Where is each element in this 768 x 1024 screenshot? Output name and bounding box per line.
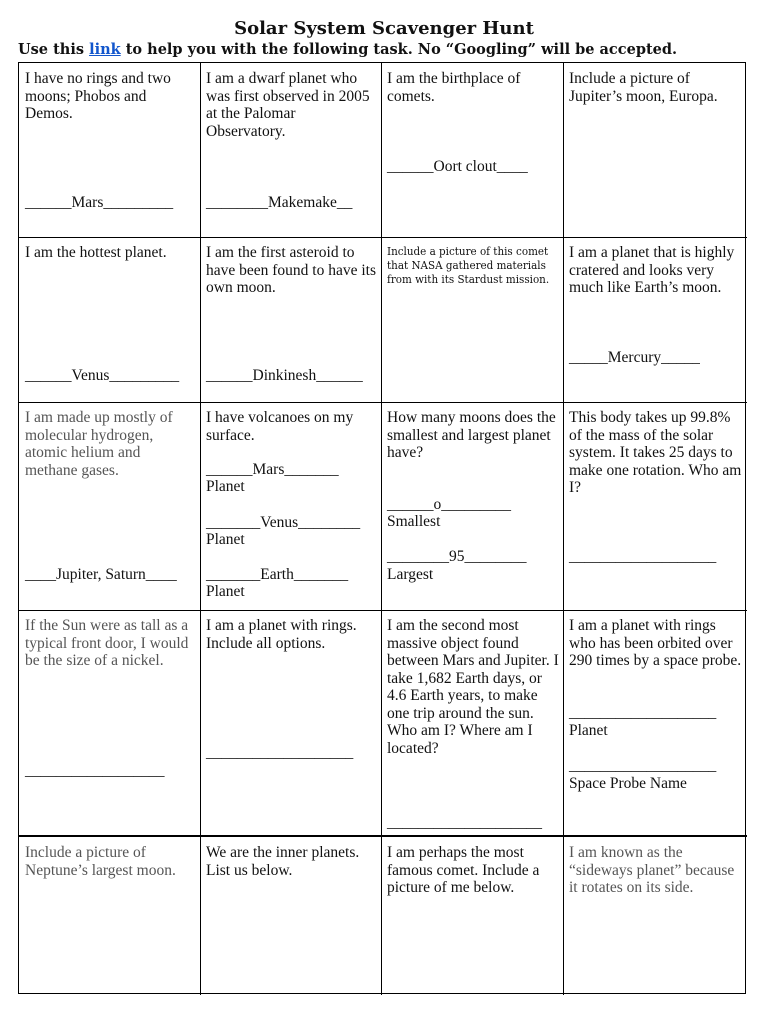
answer-line[interactable]: ________95________ bbox=[387, 548, 527, 565]
question-text: I am perhaps the most famous comet. Include a picture of me below. bbox=[387, 844, 540, 896]
question-text: How many moons does the smallest and largest planet have? bbox=[387, 409, 556, 461]
question-text: I am the birthplace of comets. bbox=[387, 70, 521, 105]
cell-r2-c3 bbox=[381, 237, 563, 402]
question-text: We are the inner planets. List us below. bbox=[206, 844, 360, 879]
answer-line[interactable]: ______Mars_________ bbox=[25, 194, 174, 211]
answer-line[interactable]: ___________________ bbox=[569, 704, 717, 721]
help-link[interactable]: link bbox=[89, 41, 121, 58]
cell-r1-c1 bbox=[19, 63, 200, 237]
answer-line[interactable]: ________Makemake__ bbox=[206, 194, 353, 211]
cell-r3-c3 bbox=[381, 402, 563, 610]
answer-line[interactable]: _____Mercury_____ bbox=[569, 349, 700, 366]
answer-label: Largest bbox=[387, 566, 434, 583]
cell-r1-c2 bbox=[200, 63, 381, 237]
cell-r3-c4 bbox=[563, 402, 747, 610]
answer-line[interactable]: ____Jupiter, Saturn____ bbox=[25, 566, 177, 583]
instructions bbox=[18, 41, 677, 58]
scavenger-hunt-table bbox=[18, 62, 746, 994]
cell-r3-c1 bbox=[19, 402, 200, 610]
answer-label: Planet bbox=[206, 478, 245, 495]
question-text: I am a planet with rings who has been orbited over 290 times by a space probe. bbox=[569, 617, 742, 669]
instructions-suffix: to help you with the following task. No “Googling” will be accepted. bbox=[125, 41, 678, 58]
cell-r4-c3 bbox=[381, 610, 563, 835]
question-text: I am made up mostly of molecular hydrogen, atomic helium and methane gases. bbox=[25, 409, 173, 479]
answer-line[interactable]: __________________ bbox=[25, 762, 165, 779]
question-text: I am the second most massive object found between Mars and Jupiter. I take 1,682 Earth days, or 4.6 Earth years, to make one trip around the sun. Who am I? Where am I located? bbox=[387, 617, 559, 757]
cell-r5-c3 bbox=[381, 837, 563, 995]
cell-r4-c1 bbox=[19, 610, 200, 835]
question-text: I am the first asteroid to have been found to have its own moon. bbox=[206, 244, 377, 296]
question-text: Include a picture of Neptune’s largest moon. bbox=[25, 844, 176, 879]
answer-line[interactable]: ______Oort clout____ bbox=[387, 158, 528, 175]
question-text: Include a picture of this comet that NASA gathered materials from with its Stardust mission. bbox=[387, 244, 550, 286]
cell-r4-c4 bbox=[563, 610, 747, 835]
cell-r5-c2 bbox=[200, 837, 381, 995]
instructions-prefix: Use this bbox=[18, 41, 84, 58]
answer-line[interactable]: ____________________ bbox=[387, 814, 542, 831]
question-text: I have volcanoes on my surface. bbox=[206, 409, 354, 444]
answer-label: Planet bbox=[206, 583, 245, 600]
question-text: I am a planet with rings. Include all options. bbox=[206, 617, 357, 652]
answer-line[interactable]: _______Earth_______ bbox=[206, 566, 349, 583]
worksheet-title: Solar System Scavenger Hunt bbox=[234, 18, 534, 39]
cell-r1-c3 bbox=[381, 63, 563, 237]
answer-label: Smallest bbox=[387, 513, 441, 530]
answer-line[interactable]: ___________________ bbox=[569, 548, 717, 565]
cell-r2-c1 bbox=[19, 237, 200, 402]
question-text: This body takes up 99.8% of the mass of the solar system. It takes 25 days to make one rotation. Who am I? bbox=[569, 409, 742, 496]
question-text: I am known as the “sideways planet” because it rotates on its side. bbox=[569, 844, 735, 896]
question-text: I have no rings and two moons; Phobos and Demos. bbox=[25, 70, 171, 122]
question-text: If the Sun were as tall as a typical front door, I would be the size of a nickel. bbox=[25, 617, 189, 669]
answer-line[interactable]: ______Dinkinesh______ bbox=[206, 367, 363, 384]
answer-label: Planet bbox=[569, 722, 608, 739]
answer-line[interactable]: ___________________ bbox=[569, 757, 717, 774]
answer-label: Space Probe Name bbox=[569, 775, 687, 792]
cell-r2-c2 bbox=[200, 237, 381, 402]
cell-r5-c4 bbox=[563, 837, 747, 995]
answer-label: Planet bbox=[206, 531, 245, 548]
question-text: I am a planet that is highly cratered and looks very much like Earth’s moon. bbox=[569, 244, 735, 296]
cell-r4-c2 bbox=[200, 610, 381, 835]
answer-line[interactable]: ___________________ bbox=[206, 744, 354, 761]
question-text: I am the hottest planet. bbox=[25, 244, 167, 261]
answer-line[interactable]: _______Venus________ bbox=[206, 514, 361, 531]
cell-r3-c2 bbox=[200, 402, 381, 610]
answer-line[interactable]: ______Venus_________ bbox=[25, 367, 180, 384]
question-text: Include a picture of Jupiter’s moon, Europa. bbox=[569, 70, 718, 105]
cell-r1-c4 bbox=[563, 63, 747, 237]
cell-r5-c1 bbox=[19, 837, 200, 995]
answer-line[interactable]: ______o_________ bbox=[387, 496, 511, 513]
question-text: I am a dwarf planet who was first observed in 2005 at the Palomar Observatory. bbox=[206, 70, 370, 140]
cell-r2-c4 bbox=[563, 237, 747, 402]
answer-line[interactable]: ______Mars_______ bbox=[206, 461, 339, 478]
